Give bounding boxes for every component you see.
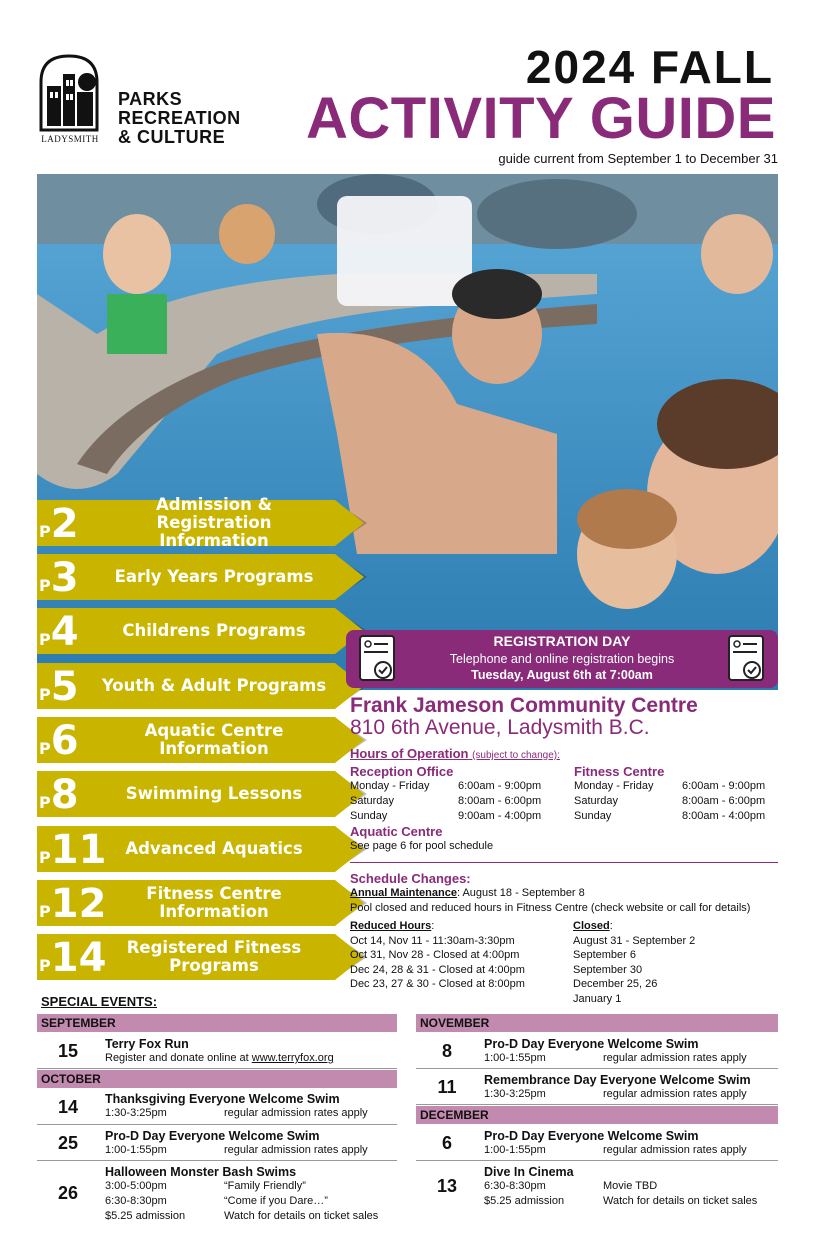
maintenance-label: Annual Maintenance xyxy=(350,887,457,899)
ladysmith-logo xyxy=(37,52,101,132)
event-thanksgiving-swim: 14 Thanksgiving Everyone Welcome Swim 1:30-3:25pm regular admission rates apply xyxy=(37,1088,397,1125)
aquatic-note: See page 6 for pool schedule xyxy=(350,840,494,852)
closed-dates: Closed: August 31 - September 2 September 6 September 30 December 25, 26 January 1 xyxy=(573,920,696,1005)
org-name xyxy=(118,90,241,147)
form-check-icon xyxy=(727,634,765,684)
registration-date: Tuesday, August 6th at 7:00am xyxy=(471,668,653,682)
tab-label: Aquatic Centre Information xyxy=(144,721,284,758)
tab-page-4[interactable] xyxy=(37,608,372,654)
tab-page-number: P12 xyxy=(39,881,107,927)
divider xyxy=(350,862,778,863)
month-band-december: DECEMBER xyxy=(416,1106,778,1124)
registration-subtitle: Telephone and online registration begins xyxy=(449,652,675,666)
title-season: 2024 FALL xyxy=(525,41,774,93)
event-remembrance-swim: 11 Remembrance Day Everyone Welcome Swim 1:30-3:25pm regular admission rates apply xyxy=(416,1069,778,1105)
special-events-heading: SPECIAL EVENTS: xyxy=(41,994,158,1009)
terryfox-link[interactable]: www.terryfox.org xyxy=(251,1052,334,1064)
centre-name: Frank Jameson Community Centre xyxy=(350,694,698,717)
tab-page-8[interactable] xyxy=(37,771,372,817)
event-prod-swim-oct: 25 Pro-D Day Everyone Welcome Swim 1:00-1:55pm regular admission rates apply xyxy=(37,1125,397,1161)
tab-page-number: P11 xyxy=(39,827,107,873)
schedule-title: Schedule Changes: xyxy=(350,871,471,886)
event-terry-fox: 15 Terry Fox Run Register and donate online at www.terryfox.org xyxy=(37,1032,397,1069)
fitness-title: Fitness Centre xyxy=(574,764,665,779)
month-band-september: SEPTEMBER xyxy=(37,1014,397,1032)
event-halloween-swim: 26 Halloween Monster Bash Swims 3:00-5:00pm “Family Friendly” 6:30-8:30pm “Come if you Dare…” $5.25 admission Watch for details on ticket sales xyxy=(57,1165,379,1222)
event-prod-swim-nov: 8 Pro-D Day Everyone Welcome Swim 1:00-1:55pm regular admission rates apply xyxy=(416,1032,778,1069)
centre-address: 810 6th Avenue, Ladysmith B.C. xyxy=(350,716,650,739)
tab-page-11[interactable] xyxy=(37,826,372,872)
guide-note: guide current from September 1 to December 31 xyxy=(498,151,778,166)
org-line1: PARKS xyxy=(118,89,183,109)
event-dive-in-cinema: 13 Dive In Cinema 6:30-8:30pm Movie TBD $5.25 admission Watch for details on ticket sales xyxy=(436,1165,758,1207)
org-line3: & CULTURE xyxy=(118,127,226,147)
tab-label: Registered Fitness Programs xyxy=(126,938,302,975)
tab-page-number: P3 xyxy=(39,555,79,601)
reduced-hours: Reduced Hours: Oct 14, Nov 11 - 11:30am-3:30pm Oct 31, Nov 28 - Closed at 4:00pm Dec 24, 28 & 31 - Closed at 4:00pm Dec 23, 27 & 30 - Closed at 8:00pm xyxy=(350,920,525,990)
registration-title: REGISTRATION DAY xyxy=(493,633,631,649)
tab-page-number: P5 xyxy=(39,664,79,710)
maintenance-dates: : August 18 - September 8 xyxy=(456,887,585,899)
tab-label: Youth & Adult Programs xyxy=(101,676,327,695)
tab-label: Advanced Aquatics xyxy=(125,839,303,858)
month-band-october: OCTOBER xyxy=(37,1070,397,1088)
org-line2: RECREATION xyxy=(118,108,241,128)
tab-page-number: P2 xyxy=(39,501,79,547)
tab-page-number: P4 xyxy=(39,609,79,655)
schedule-changes xyxy=(350,871,780,915)
tab-page-number: P14 xyxy=(39,935,107,981)
reception-hours: Reception Office Monday - Friday 6:00am - 9:00pm Saturday 8:00am - 6:00pm Sunday 9:00am - 4:00pm xyxy=(350,764,565,824)
logo-caption: LADYSMITH xyxy=(41,134,99,144)
hours-heading: Hours of Operation (subject to change): xyxy=(350,746,560,761)
event-prod-swim-dec: 6 Pro-D Day Everyone Welcome Swim 1:00-1:55pm regular admission rates apply xyxy=(416,1124,778,1161)
maintenance-note: Pool closed and reduced hours in Fitness Centre (check website or call for details) xyxy=(350,901,751,914)
month-band-november: NOVEMBER xyxy=(416,1014,778,1032)
form-check-icon xyxy=(358,634,396,684)
aquatic-hours xyxy=(350,824,493,854)
title-main: ACTIVITY GUIDE xyxy=(306,86,776,151)
tab-page-12[interactable] xyxy=(37,880,372,926)
tab-label: Early Years Programs xyxy=(114,567,314,586)
hours-note: (subject to change): xyxy=(472,750,560,761)
tab-page-number: P6 xyxy=(39,718,79,764)
tab-page-5[interactable] xyxy=(37,663,372,709)
aquatic-title: Aquatic Centre xyxy=(350,824,443,839)
tab-label: Swimming Lessons xyxy=(125,784,303,803)
tab-page-6[interactable] xyxy=(37,717,372,763)
registration-banner xyxy=(346,630,778,688)
tab-page-3[interactable] xyxy=(37,554,372,600)
tab-page-2[interactable] xyxy=(37,495,372,550)
tab-label: Childrens Programs xyxy=(122,621,306,640)
tab-label: Fitness Centre Information xyxy=(146,884,282,921)
tab-page-number: P8 xyxy=(39,772,79,818)
reception-title: Reception Office xyxy=(350,764,454,779)
tab-label: Admission & Registration Information xyxy=(156,495,272,550)
tab-page-14[interactable] xyxy=(37,934,372,980)
fitness-hours: Fitness Centre Monday - Friday 6:00am - 9:00pm Saturday 8:00am - 6:00pm Sunday 8:00am - 4:00pm xyxy=(574,764,784,824)
